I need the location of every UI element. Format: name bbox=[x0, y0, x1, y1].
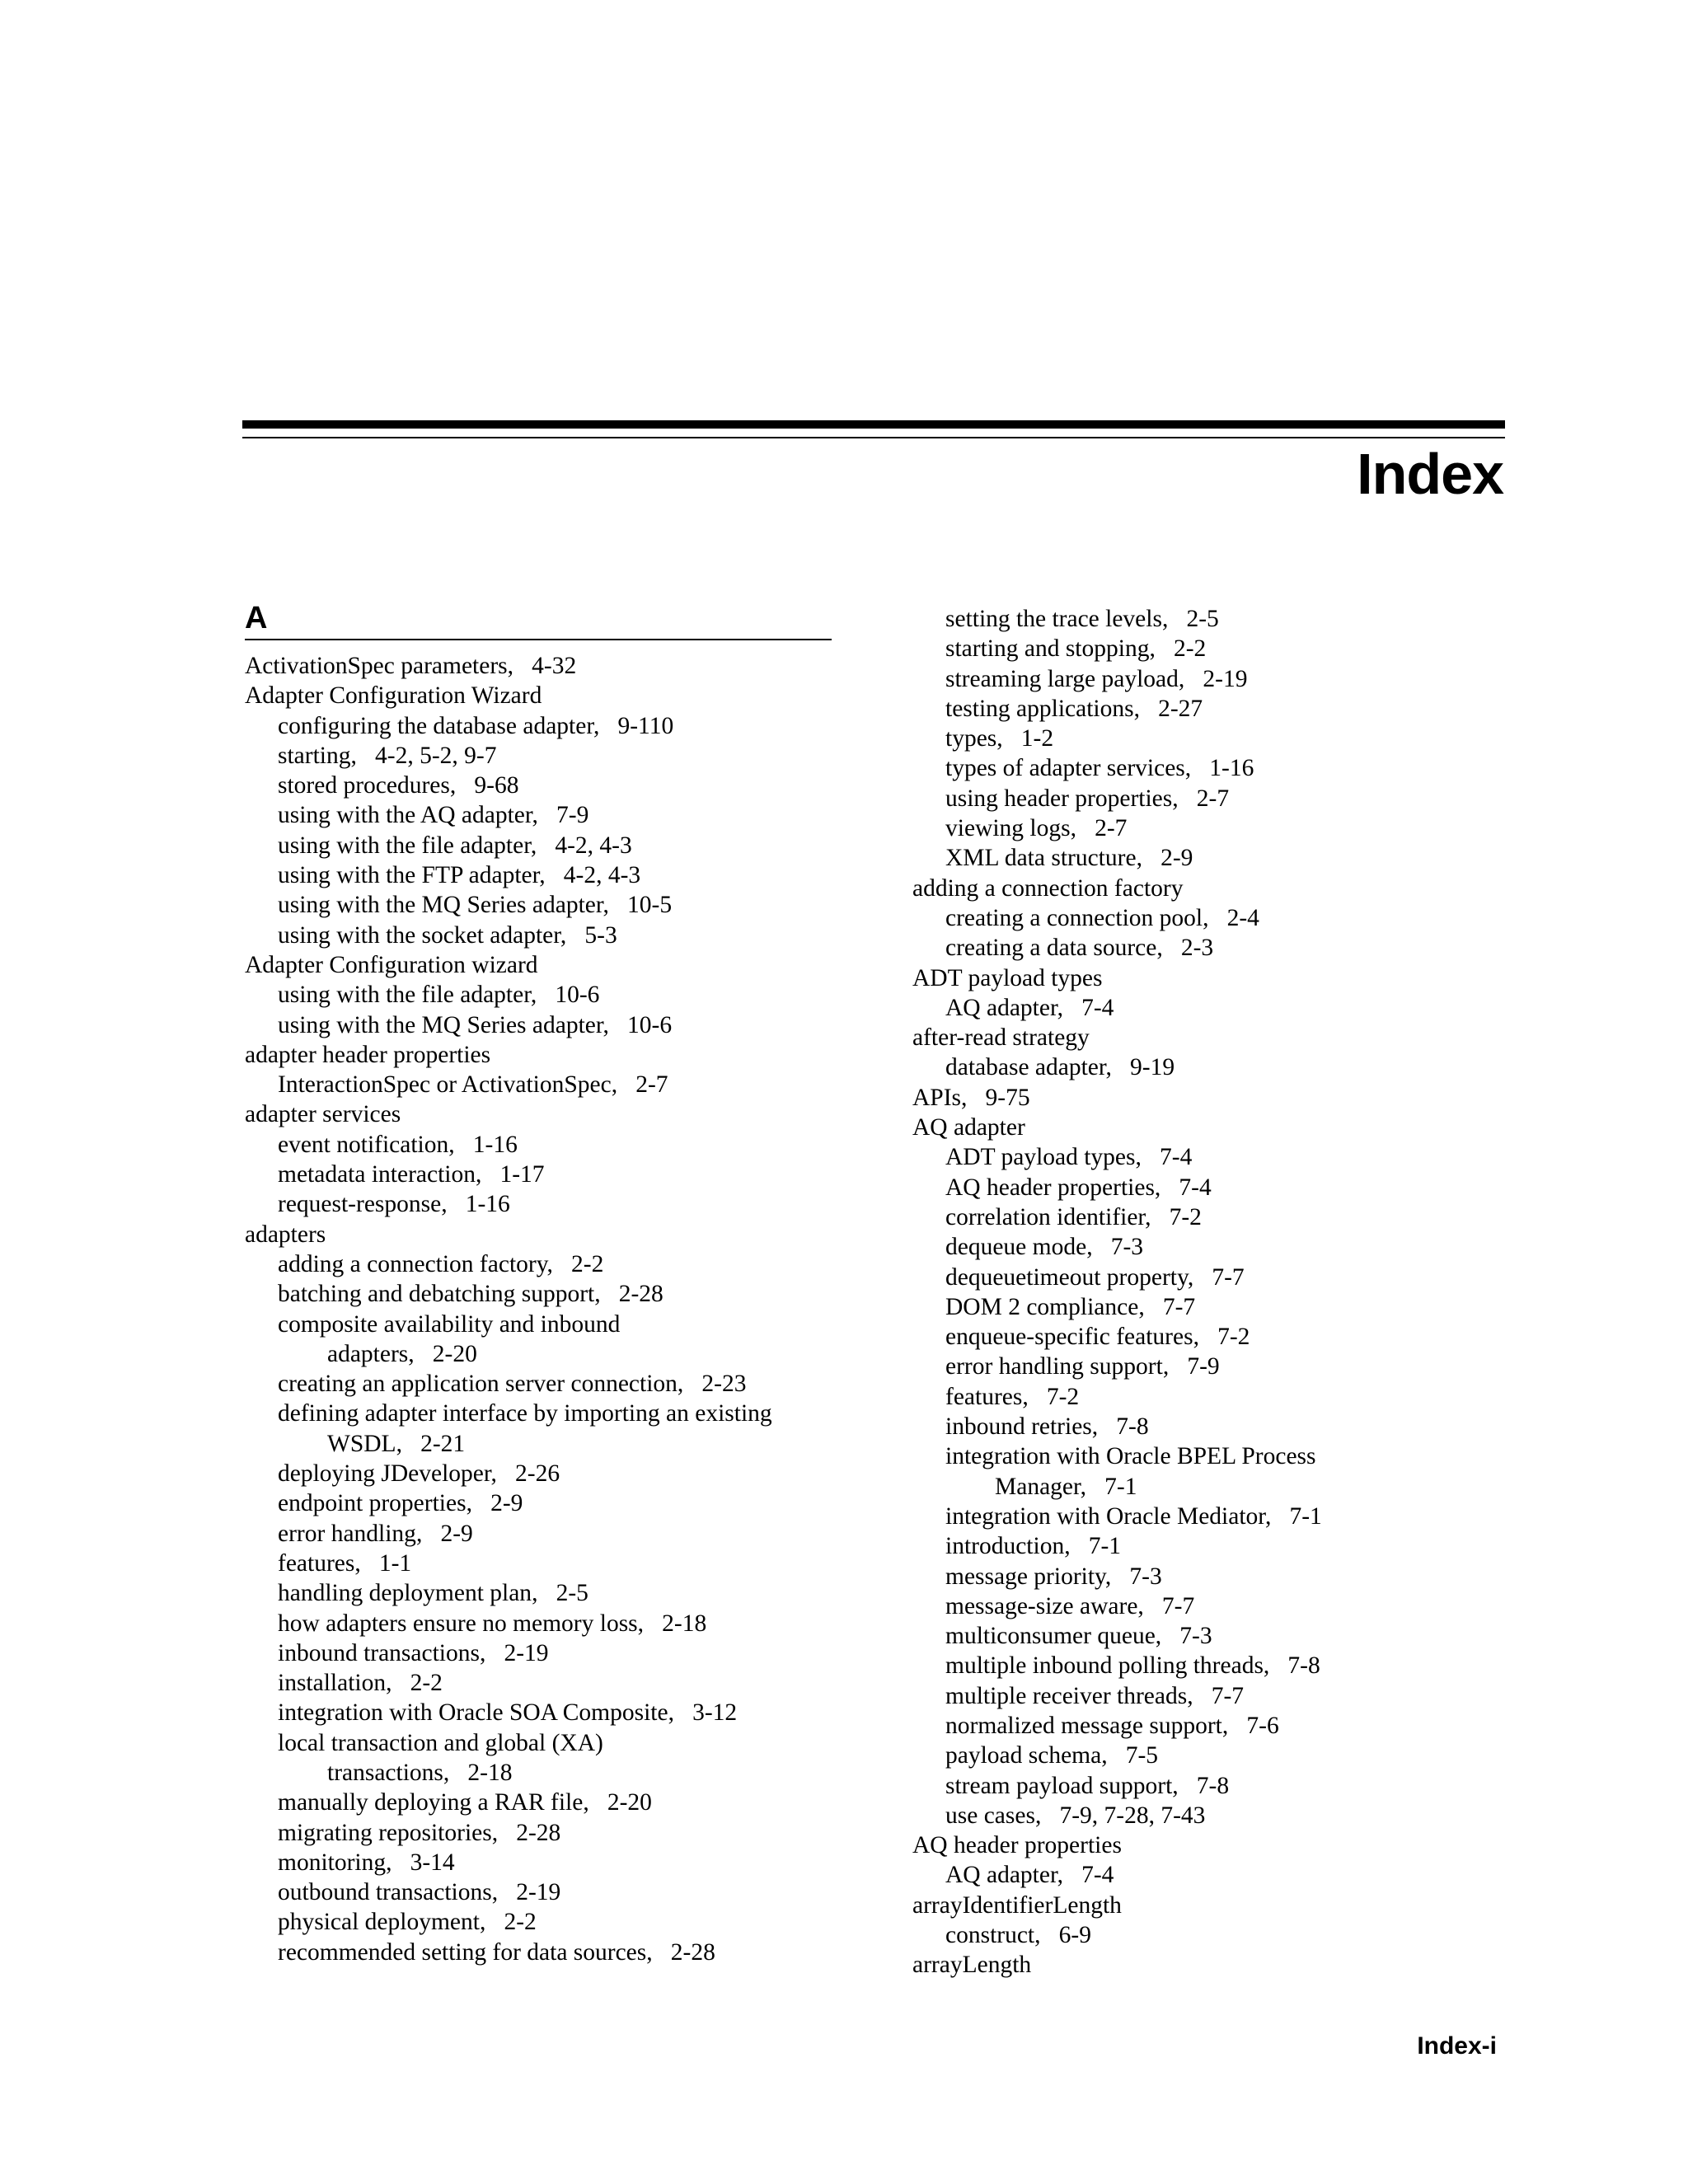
index-entry bbox=[912, 1830, 1423, 1860]
index-entry bbox=[912, 1681, 1423, 1711]
index-entry bbox=[912, 1531, 1423, 1561]
page-reference: , 7-7 bbox=[1187, 1683, 1244, 1709]
index-term: AQ header properties bbox=[912, 1832, 1122, 1859]
index-term: handling deployment plan bbox=[278, 1580, 532, 1607]
page-reference: , 1-16 bbox=[448, 1132, 518, 1158]
index-term: endpoint properties bbox=[278, 1490, 467, 1517]
index-term: APIs bbox=[912, 1084, 962, 1111]
page-reference: , 7-1 bbox=[1265, 1503, 1322, 1530]
page-reference: , 7-8 bbox=[1172, 1773, 1229, 1799]
index-entry bbox=[245, 950, 833, 980]
index-term: ADT payload types bbox=[912, 964, 1103, 991]
page-reference: , 2-5 bbox=[532, 1580, 588, 1606]
index-entry bbox=[912, 1621, 1423, 1651]
index-entry bbox=[245, 1609, 833, 1638]
index-entry bbox=[912, 1202, 1423, 1232]
index-term: arrayLength bbox=[912, 1952, 1032, 1979]
page-reference: , 2-5 bbox=[1162, 606, 1219, 632]
index-entry bbox=[245, 1339, 833, 1369]
index-term: use cases bbox=[945, 1802, 1035, 1829]
index-entry bbox=[912, 963, 1423, 993]
page-reference: , 7-4 bbox=[1057, 1862, 1114, 1888]
index-term: creating a data source bbox=[945, 935, 1157, 962]
index-entry bbox=[912, 1142, 1423, 1172]
index-term: AQ adapter bbox=[912, 1114, 1025, 1141]
index-term: starting and stopping bbox=[945, 635, 1150, 663]
index-term: transactions bbox=[327, 1759, 443, 1786]
index-entry bbox=[245, 1668, 833, 1698]
page-reference: , 1-16 bbox=[1185, 755, 1254, 781]
index-entry bbox=[245, 921, 833, 950]
index-term: adding a connection factory bbox=[278, 1250, 547, 1277]
index-entry bbox=[245, 1638, 833, 1668]
index-entry bbox=[912, 724, 1423, 753]
index-term: stream payload support bbox=[945, 1772, 1173, 1799]
index-entry bbox=[245, 1160, 833, 1189]
index-entry bbox=[912, 1412, 1423, 1441]
page-reference: , 1-1 bbox=[354, 1550, 411, 1577]
index-entry bbox=[912, 1651, 1423, 1680]
index-term: XML data structure bbox=[945, 845, 1137, 872]
page-reference: , 7-8 bbox=[1092, 1413, 1149, 1440]
index-entry bbox=[245, 1758, 833, 1788]
index-entry bbox=[912, 604, 1423, 634]
index-entry bbox=[912, 1083, 1423, 1113]
index-term: defining adapter interface by importing an existing bbox=[278, 1400, 772, 1427]
index-term: configuring the database adapter bbox=[278, 712, 593, 739]
page-reference: , 7-3 bbox=[1105, 1563, 1162, 1590]
index-entry bbox=[245, 1130, 833, 1160]
index-entry bbox=[912, 993, 1423, 1023]
index-entry bbox=[912, 1950, 1423, 1980]
page-reference: , 4-2, 5-2, 9-7 bbox=[351, 743, 497, 769]
index-term: inbound transactions bbox=[278, 1639, 480, 1666]
page-reference: , 7-2 bbox=[1145, 1204, 1202, 1230]
index-entry bbox=[245, 1578, 833, 1608]
index-entry bbox=[245, 980, 833, 1010]
index-term: introduction bbox=[945, 1533, 1065, 1560]
index-term: multiconsumer queue bbox=[945, 1623, 1156, 1650]
index-entry bbox=[912, 1502, 1423, 1531]
index-entry bbox=[245, 1070, 833, 1099]
page-reference: , 2-19 bbox=[480, 1640, 549, 1666]
page-reference: , 7-2 bbox=[1022, 1384, 1079, 1410]
index-entry bbox=[245, 1099, 833, 1129]
index-term: deploying JDeveloper bbox=[278, 1460, 491, 1488]
page-reference: , 7-4 bbox=[1155, 1174, 1212, 1201]
index-entry bbox=[912, 1232, 1423, 1262]
page-reference: , 2-2 bbox=[386, 1670, 443, 1696]
title-rule-thick bbox=[242, 420, 1505, 429]
index-term: features bbox=[945, 1383, 1023, 1410]
index-term: adapters bbox=[327, 1340, 409, 1367]
index-term: stored procedures bbox=[278, 772, 450, 799]
page-reference: , 7-7 bbox=[1138, 1294, 1195, 1320]
index-entry bbox=[912, 1173, 1423, 1202]
index-entry bbox=[912, 694, 1423, 724]
page-reference: , 9-19 bbox=[1106, 1054, 1175, 1080]
index-term: monitoring bbox=[278, 1849, 387, 1876]
index-term: AQ adapter bbox=[945, 1862, 1057, 1889]
page-reference: , 2-27 bbox=[1134, 696, 1203, 722]
index-term: message-size aware bbox=[945, 1592, 1138, 1619]
index-entry bbox=[245, 1788, 833, 1817]
index-term: event notification bbox=[278, 1131, 449, 1158]
index-entry bbox=[912, 1352, 1423, 1381]
index-entry bbox=[912, 1263, 1423, 1292]
index-term: setting the trace levels bbox=[945, 606, 1162, 632]
page-reference: , 2-20 bbox=[583, 1789, 652, 1816]
page-reference: , 9-75 bbox=[961, 1085, 1030, 1111]
page-reference: , 2-4 bbox=[1203, 905, 1259, 931]
page-reference: , 5-3 bbox=[560, 922, 617, 949]
index-term: creating a connection pool bbox=[945, 904, 1203, 931]
index-entry bbox=[245, 1429, 833, 1459]
page-reference: , 2-19 bbox=[492, 1879, 561, 1905]
index-term: adapters bbox=[245, 1221, 326, 1248]
page-reference: , 2-28 bbox=[594, 1281, 663, 1307]
index-term: metadata interaction bbox=[278, 1161, 476, 1188]
page-reference: , 7-1 bbox=[1064, 1533, 1121, 1559]
page-reference: , 9-68 bbox=[450, 772, 519, 799]
index-column-right bbox=[912, 604, 1423, 1980]
page-reference: , 2-26 bbox=[491, 1460, 560, 1487]
index-term: using with the socket adapter bbox=[278, 921, 560, 949]
index-term: recommended setting for data sources bbox=[278, 1938, 647, 1966]
index-term: construct bbox=[945, 1922, 1035, 1949]
index-entry bbox=[912, 784, 1423, 813]
index-term: integration with Oracle SOA Composite bbox=[278, 1699, 668, 1727]
index-term: after-read strategy bbox=[912, 1024, 1090, 1052]
index-entry bbox=[912, 1920, 1423, 1950]
index-entry bbox=[912, 874, 1423, 903]
index-entry bbox=[912, 1591, 1423, 1621]
index-entry bbox=[245, 1010, 833, 1040]
index-term: features bbox=[278, 1549, 355, 1577]
index-term: ActivationSpec parameters bbox=[245, 653, 508, 679]
index-term: message priority bbox=[945, 1563, 1105, 1590]
page-reference: , 2-19 bbox=[1179, 666, 1248, 692]
index-entry bbox=[245, 711, 833, 741]
index-entry bbox=[912, 1441, 1423, 1471]
index-term: using with the file adapter bbox=[278, 832, 531, 859]
index-entry bbox=[245, 1399, 833, 1428]
page-reference: , 2-2 bbox=[547, 1251, 604, 1277]
page-reference: , 3-12 bbox=[668, 1699, 738, 1726]
index-term: manually deploying a RAR file bbox=[278, 1789, 584, 1816]
index-term: multiple receiver threads bbox=[945, 1682, 1188, 1709]
page-reference: , 10-5 bbox=[603, 892, 673, 918]
index-entry bbox=[245, 800, 833, 830]
index-entry bbox=[912, 1113, 1423, 1142]
page-reference: , 7-4 bbox=[1136, 1144, 1193, 1170]
page-reference: , 7-9 bbox=[1163, 1353, 1220, 1380]
index-entry bbox=[912, 1023, 1423, 1052]
page-reference: , 10-6 bbox=[603, 1012, 673, 1038]
index-term: normalized message support bbox=[945, 1712, 1222, 1739]
page-reference: , 2-18 bbox=[443, 1760, 513, 1786]
index-term: installation bbox=[278, 1670, 387, 1697]
index-entry bbox=[912, 1891, 1423, 1920]
index-term: adapter header properties bbox=[245, 1041, 491, 1068]
index-term: adding a connection factory bbox=[912, 874, 1184, 902]
index-term: using with the AQ adapter bbox=[278, 802, 532, 829]
index-entry bbox=[245, 1220, 833, 1249]
index-term: types bbox=[945, 725, 997, 752]
index-term: dequeuetimeout property bbox=[945, 1263, 1188, 1291]
page-reference: , 2-21 bbox=[396, 1431, 466, 1457]
index-term: WSDL bbox=[327, 1430, 396, 1457]
index-entry bbox=[912, 813, 1423, 843]
index-entry bbox=[245, 651, 833, 681]
index-entry bbox=[245, 1279, 833, 1309]
index-term: using with the MQ Series adapter bbox=[278, 892, 603, 919]
page-reference: , 2-28 bbox=[492, 1820, 561, 1846]
index-term: integration with Oracle Mediator bbox=[945, 1502, 1265, 1530]
index-entry bbox=[245, 1698, 833, 1727]
index-entry bbox=[912, 634, 1423, 663]
page-reference: , 7-6 bbox=[1222, 1713, 1279, 1739]
index-term: creating an application server connection bbox=[278, 1371, 678, 1398]
index-entry bbox=[245, 1310, 833, 1339]
index-entry bbox=[245, 1488, 833, 1518]
index-term: integration with Oracle BPEL Process bbox=[945, 1443, 1316, 1470]
index-term: streaming large payload bbox=[945, 665, 1179, 692]
page-reference: , 4-2, 4-3 bbox=[539, 862, 640, 888]
index-term: request-response bbox=[278, 1191, 442, 1218]
index-entry bbox=[245, 1877, 833, 1907]
index-entry bbox=[912, 1741, 1423, 1770]
page-reference: , 2-9 bbox=[416, 1521, 473, 1547]
page-reference: , 1-2 bbox=[996, 725, 1053, 752]
index-term: testing applications bbox=[945, 695, 1134, 722]
index-term: migrating repositories bbox=[278, 1819, 492, 1846]
index-term: enqueue-specific features bbox=[945, 1324, 1193, 1351]
page-reference: , 7-3 bbox=[1156, 1623, 1212, 1649]
index-term: local transaction and global (XA) bbox=[278, 1729, 603, 1756]
page-reference: , 2-20 bbox=[408, 1341, 477, 1367]
index-entry bbox=[912, 1801, 1423, 1830]
index-term: correlation identifier bbox=[945, 1203, 1146, 1230]
index-entry bbox=[245, 831, 833, 860]
index-entry bbox=[245, 771, 833, 800]
index-term: composite availability and inbound bbox=[278, 1310, 621, 1338]
index-entry bbox=[912, 843, 1423, 873]
index-term: multiple inbound polling threads bbox=[945, 1652, 1264, 1680]
page-reference: , 7-9 bbox=[532, 802, 589, 828]
index-term: starting bbox=[278, 742, 351, 769]
page-reference: , 2-23 bbox=[678, 1371, 747, 1397]
index-term: using with the FTP adapter bbox=[278, 862, 540, 889]
page-reference: , 7-4 bbox=[1057, 995, 1114, 1021]
index-entry bbox=[245, 1249, 833, 1279]
page-reference: , 2-2 bbox=[1149, 635, 1206, 662]
index-term: types of adapter services bbox=[945, 755, 1185, 782]
page-reference: , 2-18 bbox=[638, 1610, 707, 1637]
index-term: outbound transactions bbox=[278, 1879, 492, 1906]
section-letter-heading: A bbox=[245, 600, 832, 640]
index-term: inbound retries bbox=[945, 1413, 1092, 1441]
index-entry bbox=[245, 1459, 833, 1488]
page-reference: , 4-2, 4-3 bbox=[531, 832, 632, 859]
index-term: Adapter Configuration Wizard bbox=[245, 682, 542, 710]
index-term: arrayIdentifierLength bbox=[912, 1891, 1122, 1919]
index-entry bbox=[912, 903, 1423, 933]
index-entry bbox=[245, 860, 833, 890]
index-entry bbox=[245, 1938, 833, 1967]
index-entry bbox=[245, 1818, 833, 1848]
page-reference: , 7-3 bbox=[1086, 1234, 1143, 1260]
index-entry bbox=[912, 1860, 1423, 1890]
page-reference: , 9-110 bbox=[593, 713, 673, 739]
page-reference: , 7-2 bbox=[1193, 1324, 1250, 1350]
index-entry bbox=[245, 1848, 833, 1877]
index-term: batching and debatching support bbox=[278, 1281, 595, 1308]
page-footer: Index-i bbox=[1417, 2032, 1497, 2060]
page-reference: , 2-9 bbox=[467, 1490, 523, 1516]
index-entry bbox=[245, 741, 833, 771]
page-reference: , 7-7 bbox=[1137, 1593, 1194, 1619]
index-term: viewing logs bbox=[945, 815, 1071, 842]
index-entry bbox=[912, 1562, 1423, 1591]
index-entry bbox=[245, 1189, 833, 1219]
page-reference: , 1-16 bbox=[441, 1191, 510, 1217]
index-entry bbox=[912, 933, 1423, 963]
title-rule-thin bbox=[242, 437, 1505, 438]
index-term: payload schema bbox=[945, 1742, 1102, 1769]
index-column-left bbox=[245, 651, 833, 1967]
index-entry bbox=[245, 890, 833, 920]
page-title: Index bbox=[1357, 442, 1503, 506]
index-term: adapter services bbox=[245, 1101, 401, 1128]
page-reference: , 7-7 bbox=[1188, 1264, 1245, 1291]
page-reference: , 7-5 bbox=[1101, 1742, 1158, 1769]
index-term: Adapter Configuration wizard bbox=[245, 951, 538, 978]
index-entry bbox=[245, 1040, 833, 1070]
index-entry bbox=[912, 753, 1423, 783]
page-reference: , 6-9 bbox=[1034, 1922, 1091, 1948]
index-entry bbox=[912, 1292, 1423, 1322]
index-term: Manager bbox=[995, 1473, 1081, 1500]
page-reference: , 7-1 bbox=[1081, 1474, 1137, 1500]
index-term: how adapters ensure no memory loss bbox=[278, 1610, 638, 1637]
index-term: DOM 2 compliance bbox=[945, 1293, 1139, 1320]
index-entry bbox=[245, 681, 833, 710]
index-entry bbox=[912, 1322, 1423, 1352]
page-reference: , 4-32 bbox=[508, 653, 577, 679]
index-term: using with the MQ Series adapter bbox=[278, 1011, 603, 1038]
page-reference: , 2-3 bbox=[1156, 935, 1213, 961]
index-term: AQ adapter bbox=[945, 994, 1057, 1021]
page-reference: , 7-9, 7-28, 7-43 bbox=[1035, 1802, 1205, 1829]
page-reference: , 2-9 bbox=[1137, 845, 1193, 871]
page-reference: , 2-2 bbox=[480, 1909, 537, 1935]
index-entry bbox=[245, 1369, 833, 1399]
page-reference: , 10-6 bbox=[531, 982, 600, 1008]
index-term: using header properties bbox=[945, 785, 1173, 812]
index-term: using with the file adapter bbox=[278, 982, 531, 1009]
page-reference: , 2-7 bbox=[1172, 785, 1229, 812]
index-term: ADT payload types bbox=[945, 1144, 1136, 1171]
index-entry bbox=[912, 1052, 1423, 1082]
index-entry bbox=[245, 1519, 833, 1549]
index-term: error handling support bbox=[945, 1353, 1163, 1380]
page-reference: , 2-7 bbox=[612, 1071, 668, 1098]
page-reference: , 2-28 bbox=[646, 1939, 715, 1966]
index-entry bbox=[912, 1382, 1423, 1412]
index-entry bbox=[245, 1907, 833, 1937]
page-reference: , 1-17 bbox=[476, 1161, 545, 1188]
index-entry bbox=[245, 1549, 833, 1578]
index-entry bbox=[912, 1472, 1423, 1502]
index-term: AQ header properties bbox=[945, 1174, 1155, 1201]
page-reference: , 7-8 bbox=[1264, 1652, 1320, 1679]
index-term: dequeue mode bbox=[945, 1234, 1087, 1261]
index-term: error handling bbox=[278, 1520, 416, 1547]
index-entry bbox=[912, 1711, 1423, 1741]
index-term: database adapter bbox=[945, 1054, 1106, 1081]
index-entry bbox=[245, 1728, 833, 1758]
index-term: InteractionSpec or ActivationSpec bbox=[278, 1071, 612, 1099]
index-entry bbox=[912, 1771, 1423, 1801]
index-term: physical deployment bbox=[278, 1909, 480, 1936]
index-entry bbox=[912, 664, 1423, 694]
page-reference: , 3-14 bbox=[386, 1849, 455, 1876]
page-reference: , 2-7 bbox=[1071, 815, 1128, 841]
